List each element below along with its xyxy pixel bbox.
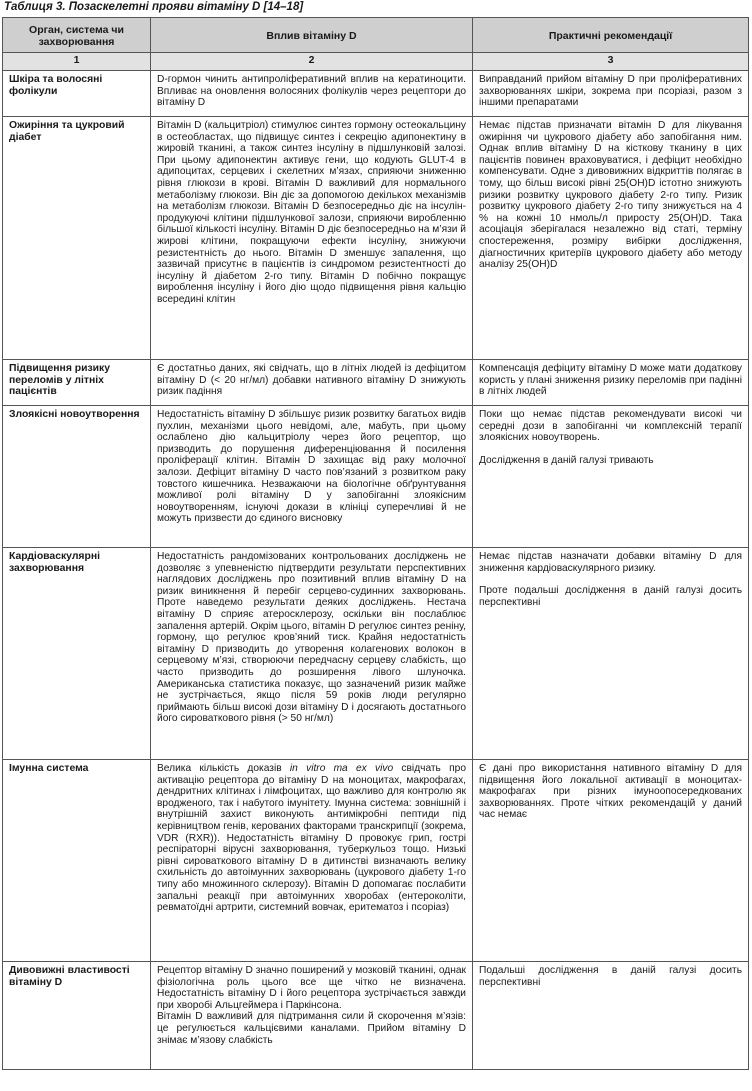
table-row [3,360,749,406]
recommendation-cell: Немає підстав призначати вітамін D для лікування ожиріння чи цукрового діабету або запобігання ним. Однак вплив вітаміну D на кісткову тканину в цих пацієнтів повинен враховуватися, і дефіцит необхідно компенсувати. Одне з дивовижних відкриттів полягає в тому, що більш високі рівні 25(OH)D істотно знижують ризики розвитку цукрового діабету 2-го типу. Ризик розвитку цукрового діабету 2-го типу знижується на 4 % на кожні 10 нмоль/л приросту 25(OH)D. Така асоціація зберігалася незалежно від статі, терміну спостереження, розміру вибірки дослідження, діагностичних критеріїв цукрового діабету або методу аналізу 25(OH)D [473,117,749,360]
effect-text-pre: Велика кількість доказів [157,763,290,774]
table-row [3,117,749,360]
recommendation-cell: Виправданий прийом вітаміну D при проліферативних захворюваннях шкіри, зокрема при псоріазі, разом з іншими препаратами [473,71,749,117]
recommendation-cell [473,548,749,760]
organ-cell: Дивовижні властивості вітаміну D [3,962,151,1070]
recommendation-cell [473,406,749,548]
organ-cell: Шкіра та волосяні фолікули [3,71,151,117]
organ-cell: Злоякісні новоутворення [3,406,151,548]
table-caption: Таблиця 3. Позаскелетні прояви вітаміну D [14–18] [4,1,304,13]
effect-cell: Вітамін D (кальцитріол) стимулює синтез гормону остеокальцину в остеобластах, що підвищує синтез і секрецію адипонектину в жировій тканині, а також синтез інсуліну в підшлунковій залозі. При цьому адипонектин активує гени, що кодують GLUT-4 в адипоцитах, серцевих і скелетних м’язах, сприяючи зниженню рівня глюкози в крові. Вітамін D важливий для нормального метаболізму глюкози. Він діє за допомогою декількох механізмів на метаболізм глюкози. Вітамін D безпосередньо діє на інсулін-продукуючі клітини підшлункової залози, сприяючи виробленню більшої кількості інсуліну. Вітамін D діє безпосередньо на м’язи й жирові клітини, покращуючи ефекти інсуліну, знижуючи резистентність до нього. Вітамін D зменшує запалення, що зазвичай присутнє в пацієнтів із синдромом резистентності до інсуліну й діабетом 2-го типу. Вітамін D побічно покращує вироблення інсуліну і його дію щодо підвищення рівня кальцію всередині клітин [151,117,473,360]
effect-cell: Є достатньо даних, які свідчать, що в літніх людей із дефіцитом вітаміну D (< 20 нг/мл) добавки нативного вітаміну D знижують ризик падіння [151,360,473,406]
header-effect: Вплив вітаміну D [151,18,473,53]
table-row [3,71,749,117]
table-row [3,406,749,548]
recommendation-cell: Є дані про використання нативного вітаміну D для підвищення його локальної активації в моноцитах-макрофагах при різних імуноопосередкованих захворюваннях. Проте чітких рекомендацій у даний час немає [473,760,749,962]
effect-cell: Недостатність рандомізованих контрольованих досліджень не дозволяє з упевненістю підтвердити результати перспективних наглядових досліджень про позитивний вплив вітаміну D на ризик виникнення й перебіг серцево-судинних захворювань. Проте наведемо результати деяких досліджень. Нестача вітаміну D сприяє атеросклерозу, оскільки він послаблює запалення артерій. Окрім цього, вітамін D регулює синтез реніну, гормону, що регулює кров’яний тиск. Крайня недостатність вітаміну D призводить до утворення колагенових волокон в серцевому м’язі, створюючи передчасну серцеву слабкість, що часто призводить до розширення лівого шлуночка. Американська статистика показує, що зазначений ризик майже не зустрічається, якщо після 59 років люди регулярно приймають більш високі дози вітаміну D і досягають достатнього його сироваткового рівня (> 50 нг/мл) [151,548,473,760]
effect-text: Рецептор вітаміну D значно поширений у мозковій тканині, однак фізіологічна роль цього все ще чітко не визначена. Недостатність вітаміну D і його рецептора зустрічається завжди при хворобі Альцгеймера і Паркінсона. [157,965,466,1011]
column-number-1: 1 [3,53,151,71]
header-recommendation: Практичні рекомендації [473,18,749,53]
organ-cell: Підвищення ризику переломів у літніх пацієнтів [3,360,151,406]
recommendation-cell: Подальші дослідження в даній галузі досить перспективні [473,962,749,1070]
column-number-3: 3 [473,53,749,71]
table-row [3,548,749,760]
effect-cell [151,760,473,962]
recommendation-text-2: Проте подальші дослідження в даній галузі досить перспективні [479,585,742,608]
effect-cell: Недостатність вітаміну D збільшує ризик розвитку багатьох видів пухлин, механізми цього невідомі, але, мабуть, при цьому ослаблено дію кальцитріолу через його рецептор, що призводить до порушення диференціювання й посилення проліферації клітин. Вітамін D захищає від раку молочної залози. Дефіцит вітаміну D часто пов’язаний з розвитком раку товстого кишечника. Незважаючи на біологічне обґрунтування можливої ролі вітаміну D у запобіганні злоякісним новоутворенням, існуючі докази в клініці суперечливі й не можуть призвести до єдиного висновку [151,406,473,548]
column-number-2: 2 [151,53,473,71]
effect-cell: D-гормон чинить антипроліферативний вплив на кератиноцити. Впливає на оновлення волосяних фолікулів через рецептори до вітаміну D [151,71,473,117]
organ-cell: Імунна система [3,760,151,962]
recommendation-text: Немає підстав назначати добавки вітаміну D для зниження кардіоваскулярного ризику. [479,551,742,574]
recommendation-text: Поки що немає підстав рекомендувати високі чи середні дози в запобіганні чи комплексній терапії злоякісних новоутворень. [479,409,742,444]
effect-text-italic: in vitro та ex vivo [289,763,394,774]
table-row [3,760,749,962]
vitamin-d-table [2,17,749,1070]
effect-cell [151,962,473,1070]
recommendation-cell: Компенсація дефіциту вітаміну D може мати додаткову користь у плані зниження ризику переломів при падінні в літніх людей [473,360,749,406]
header-organ: Орган, система чи захворювання [3,18,151,53]
effect-text-2: Вітамін D важливий для підтримання сили й скорочення м’язів: це регулюється кальцієвими каналами. Прийом вітаміну D знімає м’язову слабкість [157,1011,466,1046]
recommendation-text-2: Дослідження в даній галузі тривають [479,454,654,466]
organ-cell: Ожиріння та цукровий діабет [3,117,151,360]
organ-cell: Кардіоваскулярні захворювання [3,548,151,760]
table-row [3,962,749,1070]
effect-text: свідчать про активацію рецептора до вітаміну D на моноцитах, макрофагах, дендритних клітинах і лімфоцитах, що важливо для контролю як вродженого, так і набутого імунітету. Імунна система: зовнішній і внутрішній захист виконують антимікробні пептиди під керівництвом генів, керованих факторами транскрипції (зокрема, VDR (RXR)). Недостатність вітаміну D провокує грип, гострі респіраторні вірусні захворювання, туберкульоз тощо. Низькі рівні сироваткового вітаміну D в дитинстві визначають велику схильність до автоімунних захворювань (цукрового діабету 1-го типу або множинного склерозу). Вітамін D допомагає послабити запальні реакції при автоімунних хворобах (ентероколіти, ревматоїдні артрити, системний вовчак, еритематоз і псоріаз) [157,763,466,914]
